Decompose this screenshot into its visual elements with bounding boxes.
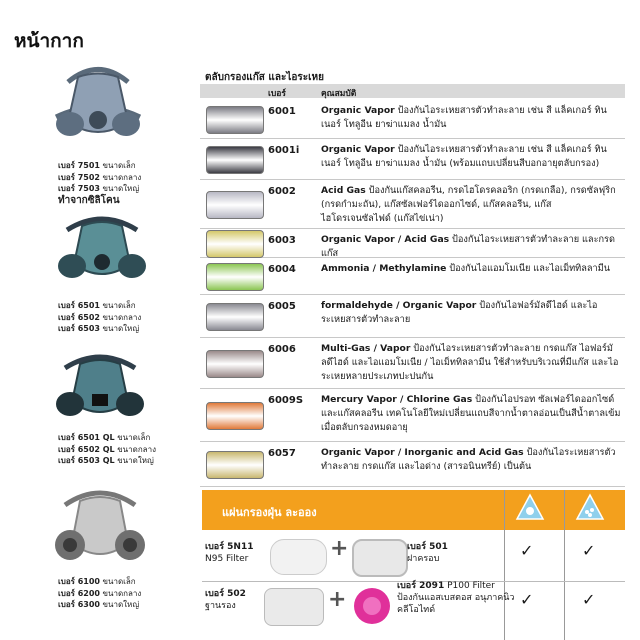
filter-502-label: เบอร์ 502 ฐานรอง [205,589,246,611]
page-title: หน้ากาก [14,30,84,52]
filter-row [202,531,625,582]
cartridge-description: Acid Gas ป้องกันแก๊สคลอรีน, กรดไฮโดรคลอริก (กรดเกลือ), กรดซัลฟุริก (กรดกำมะถัน), แก๊สซัลเฟอร์ไดออกไซด์, แก๊สคลอรีน, แก๊สไฮโดรเจนซัลไฟด์ (แก๊สไข่เน่า) [321,185,616,224]
cartridge-description: formaldehyde / Organic Vapor ป้องกันไอฟอร์มัลดีไฮด์ และไอระเหยสารตัวทำละลาย [321,300,598,325]
cartridge-image [206,350,264,378]
mask-6500ql-label: เบอร์ 6501 QL ขนาดเล็ก เบอร์ 6502 QL ขนาดกลาง เบอร์ 6503 QL ขนาดใหญ่ [58,433,156,465]
mask-6000-image [50,485,150,575]
filter-section-header [202,490,625,530]
cartridge-image [206,402,264,430]
cartridge-table-title: ตลับกรองแก๊ส และไอระเหย [205,72,324,83]
cartridge-image [206,230,264,258]
cartridge-description: Organic Vapor ป้องกันไอระเหยสารตัวทำละลาย เช่น สี แล็คเกอร์ ทินเนอร์ โทลูอีน ยาฆ่าแมลง น้ำมัน [321,105,607,130]
check-icon: ✓ [582,541,596,560]
cartridge-row [200,100,625,139]
cartridge-code: 6057 [268,448,296,459]
check-icon: ✓ [520,590,534,609]
adapter-502-image [264,588,324,626]
cartridge-code: 6001i [268,145,300,156]
cartridge-row [200,139,625,180]
cartridge-description: Organic Vapor / Acid Gas ป้องกันไอระเหยสารตัวทำละลาย และกรดแก๊ส [321,234,615,259]
cartridge-description: Mercury Vapor / Chlorine Gas ป้องกันไอปรอท ซัลเฟอร์ไดออกไซด์ และแก๊สคลอรีน เทคโนโลยีใหม่เปลี่ยนแถบสีจากน้ำตาลอ่อนเป็นสีน้ำตาลเข้มเมื่อตลับกรองหมดอายุ [321,394,621,433]
particulate-badge-icon [515,493,545,527]
gas-badge-icon [575,493,605,527]
retainer-501-label: เบอร์ 501 ฝาครอบ [407,542,448,564]
n95-filter-image [270,539,327,575]
filter-row [202,582,625,638]
cartridge-code: 6001 [268,106,296,117]
mask-6000-label: เบอร์ 6100 ขนาดเล็ก เบอร์ 6200 ขนาดกลาง เบอร์ 6300 ขนาดใหญ่ [58,577,142,609]
cartridge-code: 6006 [268,344,296,355]
cartridge-image [206,146,264,174]
cartridge-image [206,263,264,291]
check-icon: ✓ [582,590,596,609]
mask-7500-image [48,62,148,157]
cartridge-code: 6003 [268,235,296,246]
cartridge-description: Multi-Gas / Vapor ป้องกันไอระเหยสารตัวทำละลาย กรดแก๊ส ไอฟอร์มัลดีไฮด์ และไอแอมโมเนีย / ไอเม็ททิลลามีน ใช้สำหรับบริเวณที่มีแก๊ส และไอระเหยหลายประเภทปะปนกัน [321,343,619,382]
plus-icon: + [328,587,347,612]
retainer-501-image [352,539,408,577]
cartridge-description: Ammonia / Methylamine ป้องกันไอแอมโมเนีย และไอเม็ททิลลามีน [321,263,610,274]
cartridge-row [200,229,625,258]
cartridge-row [200,258,625,295]
cartridge-row [200,442,625,487]
cartridge-image [206,303,264,331]
cartridge-code: 6004 [268,264,296,275]
mask-material-note: ทำจากซิลิโคน [58,194,120,206]
filter-section-title: แผ่นกรองฝุ่น ละออง [222,506,317,519]
filter-2091-label: เบอร์ 2091 P100 Filter ป้องกันแอสเบสตอส อนุภาคนิวคลีโอไทด์ [397,581,515,615]
cartridge-code: 6009S [268,395,304,406]
cartridge-row [200,389,625,442]
cartridge-row [200,295,625,338]
mask-6500ql-image [50,350,150,430]
cartridge-code: 6002 [268,186,296,197]
cartridge-table-header [200,84,625,98]
mask-6500-image [52,212,152,292]
filter-5n11-label: เบอร์ 5N11 N95 Filter [205,542,254,564]
plus-icon: + [330,536,349,561]
column-props-header: คุณสมบัติ [321,89,357,99]
cartridge-row [200,338,625,389]
cartridge-image [206,451,264,479]
mask-6500-label: เบอร์ 6501 ขนาดเล็ก เบอร์ 6502 ขนาดกลาง เบอร์ 6503 ขนาดใหญ่ [58,301,142,333]
p100-filter-image [352,586,392,626]
cartridge-row [200,180,625,229]
cartridge-description: Organic Vapor ป้องกันไอระเหยสารตัวทำละลาย เช่น สี แล็คเกอร์ ทินเนอร์ โทลูอีน ยาฆ่าแมลง น้ำมัน (พร้อมแถบเปลี่ยนสีบอกอายุตลับกรอง) [321,144,607,169]
cartridge-image [206,191,264,219]
cartridge-description: Organic Vapor / Inorganic and Acid Gas ป้องกันไอระเหยสารตัวทำละลาย กรดแก๊ส และไอด่าง (สารอนินทรีย์) เป็นต้น [321,447,616,472]
cartridge-image [206,106,264,134]
mask-7500-label: เบอร์ 7501 ขนาดเล็ก เบอร์ 7502 ขนาดกลาง เบอร์ 7503 ขนาดใหญ่ ทำจากซิลิโคน [58,161,142,206]
cartridge-code: 6005 [268,301,296,312]
column-code-header: เบอร์ [268,89,286,99]
check-icon: ✓ [520,541,534,560]
